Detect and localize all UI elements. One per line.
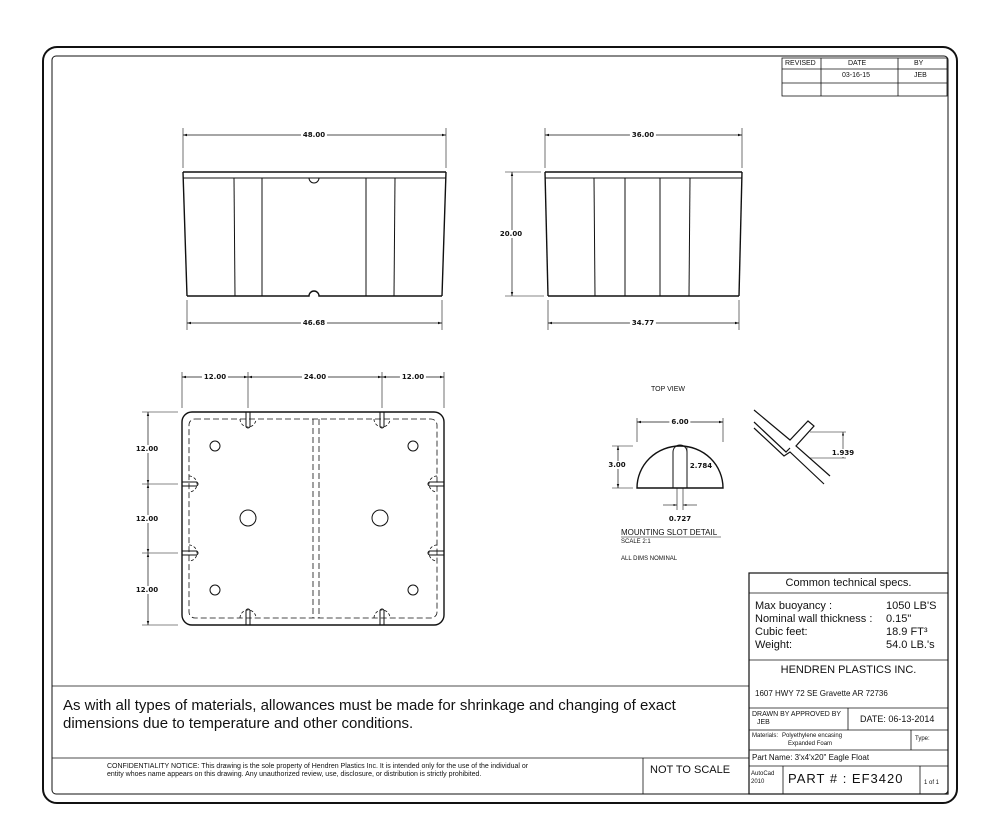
company-name: HENDREN PLASTICS INC. (780, 664, 917, 676)
spec-label: Cubic feet: (755, 626, 808, 638)
dim-left-12-a: 12.00 (135, 445, 159, 453)
shrinkage-note-line1: As with all types of materials, allowances must be made for shrinkage and changing of exact (63, 697, 676, 714)
dim-front-bottom: 46.68 (302, 319, 326, 327)
spec-value: 0.15" (886, 613, 912, 625)
dim-side-top: 36.00 (631, 131, 655, 139)
specs-title: Common technical specs. (785, 577, 912, 589)
revision-by: JEB (914, 72, 927, 79)
dim-detail-height: 3.00 (608, 461, 626, 469)
top-view-label: TOP VIEW (651, 386, 685, 393)
side-view (505, 128, 742, 330)
detail-nominal: ALL DIMS NOMINAL (621, 556, 678, 562)
revision-header-revised: REVISED (785, 60, 816, 67)
dim-detail-width: 6.00 (671, 418, 689, 426)
dim-height: 20.00 (499, 230, 523, 238)
materials-label: Materials: (752, 733, 779, 739)
confidentiality-line1: CONFIDENTIALITY NOTICE: This drawing is the sole property of Hendren Plastics Inc. It is intended only for the use of the individual or (107, 763, 529, 770)
dim-slot-width: 0.727 (668, 515, 692, 523)
confidentiality-line2: entity whoes name appears on this drawing. Any unauthorized review, use, disclosure, or distribution is strictly prohibited. (107, 771, 482, 778)
detail-scale: SCALE 2:1 (621, 539, 651, 545)
revision-header-by: BY (914, 60, 924, 67)
dim-front-top: 48.00 (302, 131, 326, 139)
revision-header-date: DATE (848, 60, 867, 67)
dim-side-bottom: 34.77 (631, 319, 655, 327)
top-view (142, 372, 444, 625)
front-view (183, 128, 446, 330)
drawn-by: JEB (757, 719, 770, 726)
dim-left-12-c: 12.00 (135, 586, 159, 594)
part-name: Part Name: 3'x4'x20" Eagle Float (752, 753, 870, 762)
autocad-label: AutoCad (751, 771, 775, 777)
revision-date: 03-16-15 (842, 72, 871, 79)
autocad-year: 2010 (751, 779, 765, 785)
drawing-date: DATE: 06-13-2014 (860, 714, 935, 724)
materials-line2: Expanded Foam (788, 741, 833, 747)
dim-left-12-b: 12.00 (135, 515, 159, 523)
dim-top-24: 24.00 (303, 373, 327, 381)
dim-bracket: 1.939 (831, 449, 855, 457)
materials-line1: Polyethylene encasing (782, 733, 843, 739)
spec-value: 18.9 FT³ (886, 626, 928, 638)
slot-detail (612, 418, 723, 537)
spec-label: Nominal wall thickness : (755, 613, 873, 625)
dim-top-12-b: 12.00 (401, 373, 425, 381)
company-address: 1607 HWY 72 SE Gravette AR 72736 (755, 689, 888, 698)
part-number: PART # : EF3420 (788, 771, 904, 786)
shrinkage-note-line2: dimensions due to temperature and other conditions. (63, 715, 414, 732)
spec-value: 1050 LB'S (886, 600, 937, 612)
dim-slot-depth: 2.784 (689, 462, 713, 470)
spec-label: Weight: (755, 639, 793, 651)
drawn-by-label: DRAWN BY APPROVED BY (752, 711, 842, 718)
dim-top-12-a: 12.00 (203, 373, 227, 381)
not-to-scale: NOT TO SCALE (650, 764, 731, 776)
detail-title: MOUNTING SLOT DETAIL (621, 528, 718, 537)
spec-label: Max buoyancy : (755, 600, 833, 612)
spec-value: 54.0 LB.'s (886, 639, 935, 651)
bracket-detail (754, 410, 846, 484)
sheet-number: 1 of 1 (924, 780, 940, 786)
type-label: Type: (915, 736, 930, 742)
